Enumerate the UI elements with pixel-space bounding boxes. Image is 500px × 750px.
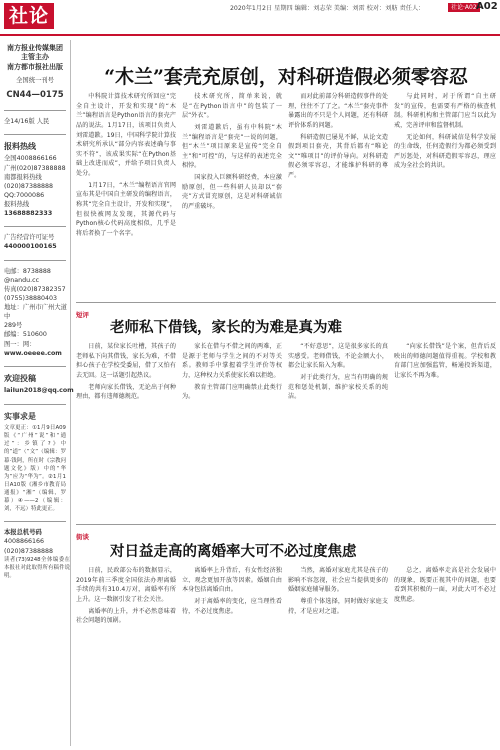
- price-info: 全14/16版 人民: [4, 117, 50, 125]
- section-logo: 社论: [4, 3, 54, 29]
- masthead-sidebar: [0, 40, 74, 746]
- paragraph: 国家投入巨额科研经费，本应激励原创，但一些科研人员却以“套壳”方式冒充原创，这是对科研诚信的严重破坏。: [182, 174, 282, 210]
- subs-line: (020)87388888: [4, 182, 53, 190]
- article2-col1: [76, 342, 176, 520]
- paragraph: 技术研究所，简单来说，就是“在Python语言中”的包装了一层“外衣”。: [182, 93, 282, 120]
- article2-tag: 短评: [76, 311, 89, 319]
- article2-col2: [182, 342, 282, 520]
- article3-col4: [394, 566, 496, 744]
- divider: [4, 134, 66, 135]
- paragraph: 对于此类行为，应当有明确的规范和惩处机制，维护家校关系的纯洁。: [288, 373, 388, 401]
- article3-col1: [76, 566, 176, 744]
- paragraph: “向家长借钱”是个案，但背后反映出的师德问题值得重视。学校和教育部门应加强监管，畅通投诉渠道，让家长不再为难。: [394, 343, 496, 379]
- article2-body: [76, 342, 496, 520]
- contact-line: 289号: [4, 322, 23, 330]
- switchboard-line: 4008866166: [4, 538, 45, 546]
- article1-col3: [288, 92, 388, 300]
- paragraph: 1月17日，“木兰”编程语言官网宣布其是中国自主研发的编程语言，称其“完全自主设计，开发和实现”，但很快被网友发现，其源代码与Python核心代码高度相似，几乎是将后者换了一个名字。: [76, 181, 176, 237]
- section-divider: [76, 302, 496, 303]
- subs-list: [0, 154, 70, 218]
- correction-text: 文章更正：①1月9日A09版《“广州”说”和“通过”：乡镇了?》中的”道”（”文”（编辑：罗幕·钱阿，所在时《宗教问题文化》版）中的“华为”应为“华为”。②1月1日A10版《湘乡市教育局通报》“湘”（编辑，罗幕）④——2（编辑：刘，不远）特此更正。: [4, 425, 66, 513]
- section-badge: 社论·A02: [448, 3, 480, 12]
- header-meta: 2020年1月2日 星期四 编辑：刘志荣 美编：刘雷 校对：刘舫 责任人：: [230, 5, 425, 12]
- paragraph: 日前，民政部公布的数据显示，2019年前三季度全国依法办理离婚手续的共有310.4万对，离婚率有所上升。这一数据引发了社会关注。: [76, 567, 176, 603]
- contact-list: [0, 267, 70, 358]
- cn-number: CN44—0175: [6, 90, 64, 101]
- article3-col3: [288, 566, 388, 744]
- divider: [4, 521, 66, 522]
- page-header: [0, 0, 500, 36]
- org-line: 南方都市报社出版: [7, 62, 63, 71]
- switchboard-line: 读者(73)9248全体编委在本报社对此取得所有稿件说明。: [4, 556, 70, 579]
- cn-label: 全国统一刊号: [16, 77, 54, 85]
- article3-tag: 街谈: [76, 533, 89, 541]
- subs-line: QQ:7000086: [4, 191, 45, 199]
- article2-col3: [288, 342, 388, 520]
- org-line: 主管主办: [21, 53, 49, 62]
- divider: [4, 226, 66, 227]
- ad-license-number: 440000100165: [4, 243, 57, 251]
- article1-col2: [182, 92, 282, 300]
- article3-col2: [182, 566, 282, 744]
- correction-title: 实事求是: [4, 411, 36, 421]
- paragraph: 中科院计算技术研究所回应“完全自主设计，开发和实现”的“木兰”编程语言是Python语言的套壳产品的说法。1月17日，该项目负责人刘雷道歉。19日，中国科学院计算技术研究所承认“部分内容表述确与事实不符”，该成果实际“在Python基础上改进而成”，并给予项目负责人处分。: [76, 93, 176, 177]
- contact-line: @nandu.cc: [4, 276, 40, 284]
- paragraph: 离婚率的上升，并不必然意味着社会问题的加剧。: [76, 607, 176, 625]
- article2-col4: [394, 342, 496, 520]
- paragraph: 家长在借与不借之间的两难，正是源于老师与学生之间的不对等关系。教师手中掌握着学生评价等权力，这种权力关系使家长难以拒绝。: [182, 343, 282, 379]
- article1-col1: [76, 92, 176, 300]
- paragraph: 无论如何，科研诚信是科学发展的生命线，任何造假行为都必须受到严厉惩处，对科研造假零容忍，理应成为全社会的共识。: [394, 133, 496, 170]
- contact-line: 邮编：510600: [4, 331, 47, 339]
- welcome-title: 欢迎投稿: [4, 373, 36, 383]
- contact-line: 传真(020)87382357: [4, 285, 66, 293]
- switchboard-line: (020)87388888: [4, 547, 53, 555]
- switchboard-title: 本报总机号码: [4, 529, 42, 537]
- paragraph: “不好意思”，这是很多家长的真实感受。老师借钱，不论金额大小，都会让家长陷入为难。: [288, 343, 388, 370]
- paragraph: 日前，某位家长吐槽，其孩子的老师私下向其借钱，家长为难，不借担心孩子在学校受委屈，借了又怕有去无回。这一话题引起热议。: [76, 343, 176, 379]
- subs-line: 南都报料热线: [4, 173, 42, 181]
- paragraph: 对于离婚率的变化，应当理性看待，不必过度焦虑。: [182, 597, 282, 615]
- divider: [4, 260, 66, 261]
- paragraph: 刘雷道歉后，虽有中科院“木兰”编程语言是“套壳”一说的问题，但“木兰”项目原来是宣传“完全自主”和“可控”的，与这样的表述完全相悖。: [182, 123, 282, 170]
- switchboard-list: [0, 537, 70, 580]
- paragraph: 当然，离婚对家庭尤其是孩子的影响不容忽视，社会应当提供更多的婚姻家庭辅导服务。: [288, 567, 388, 594]
- page-number: A02: [476, 1, 498, 12]
- article3-body: [76, 566, 496, 744]
- article1-col4: [394, 92, 496, 300]
- org-info: [0, 44, 70, 72]
- article1-body: [76, 92, 496, 300]
- divider: [4, 404, 66, 405]
- header-rule: [0, 34, 500, 36]
- article1-title: “木兰”套壳充原创，对科研造假必须零容忍: [104, 66, 468, 88]
- contact-line: (0755)38880403: [4, 294, 57, 302]
- subs-title: 报料热线: [4, 141, 36, 151]
- contact-line: www.oeeee.com: [4, 349, 62, 357]
- paragraph: 尊重个体选择，同时做好家庭支持，才是应对之道。: [288, 597, 388, 615]
- subs-line: 13688882333: [4, 210, 53, 218]
- org-line: 南方报业传媒集团: [7, 44, 63, 52]
- article2-title: 老师私下借钱，家长的为难是真为难: [110, 319, 342, 336]
- contact-line: 地址：广州市广州大道中: [4, 304, 67, 321]
- paragraph: 教育主管部门应明确禁止此类行为。: [182, 383, 282, 401]
- divider: [4, 366, 66, 367]
- paragraph: 与此同时，对于所谓“自主研发”的宣传，也需要有严格的核查机制。科研机构和主管部门应当以此为戒，完善评审和监督机制。: [394, 93, 496, 129]
- paragraph: 离婚率上升背后，有女性经济独立、观念更加开放等因素。婚姻自由本身包括离婚自由。: [182, 567, 282, 594]
- section-divider: [76, 524, 496, 525]
- subs-line: 报料热线: [4, 201, 30, 209]
- paragraph: 总之，离婚率走高是社会发展中的现象，既要正视其中的问题，也要看到其积极的一面，对此大可不必过度焦虑。: [394, 567, 496, 603]
- paragraph: 老师向家长借钱，无论出于何种理由，都有违师德规范。: [76, 383, 176, 401]
- paragraph: 而对此前部分科研造假事件的处理，往往不了了之。“木兰”套壳事件暴露出的不只是个人问题，还有科研评价体系的问题。: [288, 93, 388, 129]
- subs-line: 广州(020)87388888: [4, 164, 66, 172]
- contact-line: 图一：网：: [4, 340, 36, 348]
- paragraph: 科研造假已屡见不鲜，从论文造假到项目套壳，其背后都有“唯论文”“唯项目”的评价导向。对科研造假必须零容忍，才能维护科研的尊严。: [288, 133, 388, 179]
- divider: [4, 110, 66, 111]
- subs-line: 全国4008866166: [4, 155, 57, 163]
- welcome-email[interactable]: laiIun2018@qq.com: [4, 387, 74, 395]
- ad-license-label: 广告经营许可证号: [4, 234, 55, 242]
- contact-line: 电邮：8738888: [4, 267, 51, 275]
- article3-title: 对日益走高的离婚率大可不必过度焦虑: [110, 543, 357, 560]
